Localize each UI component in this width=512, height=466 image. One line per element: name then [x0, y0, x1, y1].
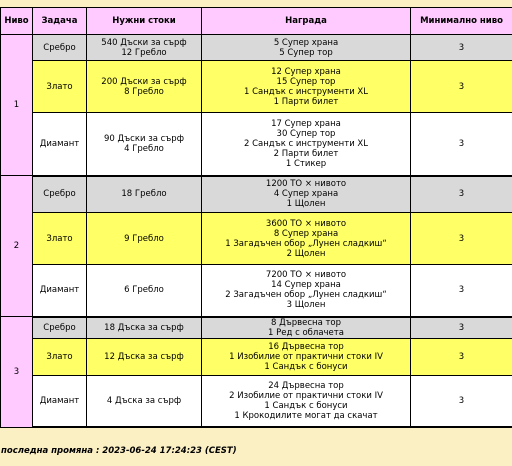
reward-line: 1 Сандък с бонуси — [264, 361, 348, 372]
items-cell — [87, 61, 202, 113]
reward-line: 15 Супер тор — [276, 76, 336, 87]
reward-line: 1 Ред с облачета — [268, 327, 344, 338]
reward-line: 2 Щолен — [286, 248, 326, 259]
table-row — [1, 317, 512, 339]
item-line: 4 Гребло — [124, 143, 164, 154]
reward-cell — [202, 35, 411, 61]
reward-cell — [202, 375, 411, 427]
tier-cell: Диамант — [33, 265, 87, 317]
reward-line: 2 Сандък с инструменти XL — [244, 138, 368, 149]
reward-line: 1200 ТО × нивото — [265, 179, 347, 190]
table-row — [1, 338, 512, 375]
reward-line: 3600 ТО × нивото — [265, 218, 347, 229]
tier-cell: Сребро — [33, 176, 87, 213]
items-cell — [87, 113, 202, 176]
reward-cell — [202, 317, 411, 339]
min-level-cell: 3 — [411, 265, 512, 317]
quest-body — [1, 35, 512, 428]
reward-line: 1 Стикер — [285, 158, 327, 169]
reward-line: 30 Супер тор — [276, 128, 336, 139]
item-line: 4 Дъска за сърф — [106, 395, 182, 406]
min-level-cell: 3 — [411, 213, 512, 265]
table-row — [1, 375, 512, 427]
reward-line: 7200 ТО × нивото — [265, 270, 347, 281]
item-line: 540 Дъски за сърф — [101, 37, 187, 48]
header-row — [1, 8, 512, 35]
reward-line: 1 Сандък с инструменти XL — [244, 86, 368, 97]
reward-cell — [202, 265, 411, 317]
items-cell — [87, 176, 202, 213]
reward-line: 1 Изобилие от практични стоки IV — [229, 351, 383, 362]
table-row — [1, 61, 512, 113]
tier-cell: Диамант — [33, 375, 87, 427]
header-items: Нужни стоки — [87, 8, 202, 35]
table-row — [1, 265, 512, 317]
header-min-level: Минимално ниво — [411, 8, 512, 35]
quest-table — [0, 7, 512, 428]
reward-line: 12 Супер храна — [271, 66, 341, 77]
tier-cell: Злато — [33, 338, 87, 375]
min-level-cell: 3 — [411, 35, 512, 61]
min-level-cell: 3 — [411, 317, 512, 339]
reward-line: 8 Дървесна тор — [270, 317, 342, 328]
reward-line: 14 Супер храна — [271, 280, 341, 291]
reward-cell — [202, 113, 411, 176]
header-level: Ниво — [1, 8, 33, 35]
item-line: 6 Гребло — [124, 285, 164, 296]
min-level-cell: 3 — [411, 338, 512, 375]
reward-line: 8 Супер храна — [273, 228, 339, 239]
items-cell — [87, 213, 202, 265]
items-cell — [87, 338, 202, 375]
table-row — [1, 35, 512, 61]
reward-line: 1 Загадъчен обор „Лунен сладкиш“ — [225, 238, 387, 249]
last-modified: последна промяна : 2023-06-24 17:24:23 (CEST) — [1, 446, 237, 456]
item-line: 90 Дъски за сърф — [104, 133, 184, 144]
reward-line: 2 Изобилие от практични стоки IV — [229, 390, 383, 401]
reward-cell — [202, 338, 411, 375]
reward-line: 1 Сандък с бонуси — [264, 400, 348, 411]
item-line: 18 Дъска за сърф — [104, 322, 184, 333]
reward-line: 2 Загадъчен обор „Лунен сладкиш“ — [225, 290, 387, 301]
tier-cell: Диамант — [33, 113, 87, 176]
reward-line: 2 Парти билет — [273, 148, 339, 159]
reward-cell — [202, 176, 411, 213]
reward-line: 17 Супер храна — [271, 118, 341, 129]
reward-line: 16 Дървесна тор — [268, 341, 344, 352]
tier-cell: Сребро — [33, 317, 87, 339]
reward-line: 5 Супер тор — [279, 47, 333, 58]
table-row — [1, 113, 512, 176]
item-line: 8 Гребло — [124, 86, 164, 97]
items-cell — [87, 375, 202, 427]
min-level-cell: 3 — [411, 375, 512, 427]
reward-cell — [202, 213, 411, 265]
header-task: Задача — [33, 8, 87, 35]
items-cell — [87, 317, 202, 339]
tier-cell: Сребро — [33, 35, 87, 61]
table-row — [1, 213, 512, 265]
reward-line: 3 Щолен — [286, 300, 326, 311]
reward-line: 5 Супер храна — [273, 37, 339, 48]
reward-line: 1 Парти билет — [273, 96, 339, 107]
item-line: 200 Дъски за сърф — [101, 76, 187, 87]
level-cell: 2 — [1, 176, 33, 317]
tier-cell: Злато — [33, 213, 87, 265]
item-line: 18 Гребло — [121, 189, 167, 200]
min-level-cell: 3 — [411, 61, 512, 113]
items-cell — [87, 35, 202, 61]
min-level-cell: 3 — [411, 176, 512, 213]
reward-line: 4 Супер храна — [273, 189, 339, 200]
header-reward: Награда — [202, 8, 411, 35]
reward-line: 1 Крокодилите могат да скачат — [234, 410, 378, 421]
reward-line: 24 Дървесна тор — [268, 380, 344, 391]
min-level-cell: 3 — [411, 113, 512, 176]
reward-line: 1 Щолен — [286, 199, 326, 210]
reward-cell — [202, 61, 411, 113]
item-line: 9 Гребло — [124, 233, 164, 244]
item-line: 12 Дъска за сърф — [104, 351, 184, 362]
items-cell — [87, 265, 202, 317]
level-cell: 3 — [1, 317, 33, 428]
item-line: 12 Гребло — [121, 47, 167, 58]
tier-cell: Злато — [33, 61, 87, 113]
level-cell: 1 — [1, 35, 33, 176]
table-row — [1, 176, 512, 213]
